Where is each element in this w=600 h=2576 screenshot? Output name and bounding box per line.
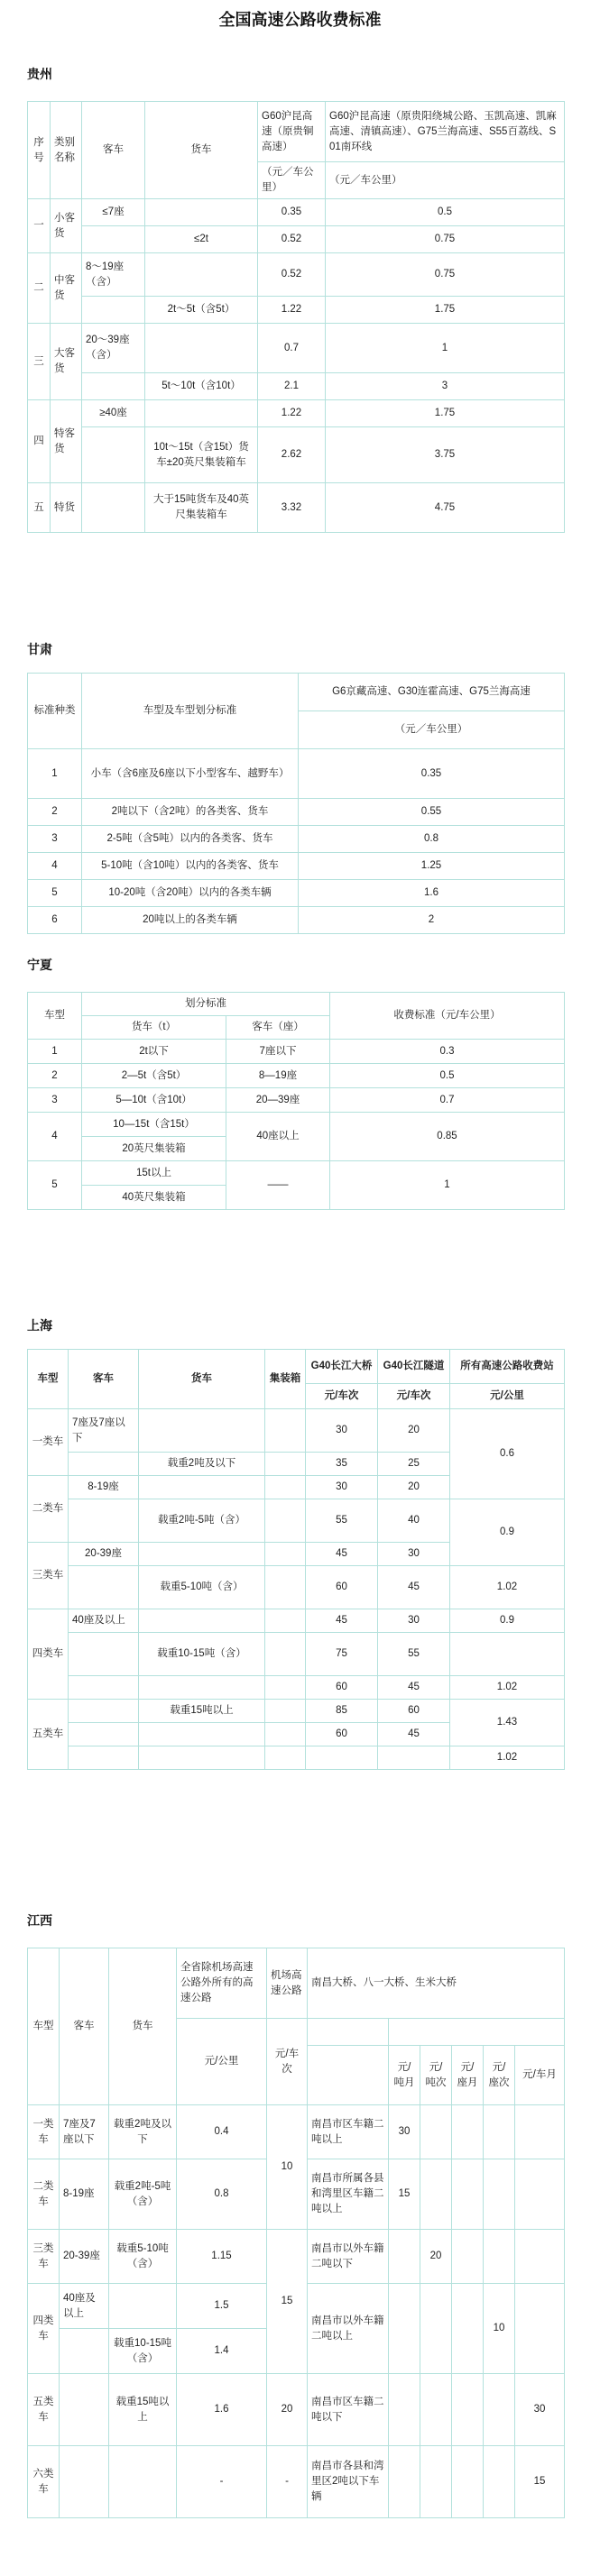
shanghai-highway: 1.43 bbox=[450, 1700, 565, 1746]
ningxia-header-rate: 收费标准（元/车公里） bbox=[330, 993, 565, 1040]
guizhou-group: 二 bbox=[28, 253, 51, 324]
gansu-rate: 0.8 bbox=[299, 826, 565, 853]
jiangxi-bridge-val bbox=[420, 2105, 452, 2159]
gansu-no: 1 bbox=[28, 749, 82, 799]
guizhou-truck bbox=[145, 199, 258, 226]
shanghai-tunnel: 45 bbox=[378, 1723, 450, 1746]
shanghai-highway: 1.02 bbox=[450, 1566, 565, 1609]
jiangxi-truck bbox=[109, 2284, 177, 2329]
jiangxi-bridge-val bbox=[452, 2284, 484, 2374]
ningxia-bus: 7座以下 bbox=[226, 1040, 330, 1064]
jiangxi-bridge-val bbox=[389, 2284, 420, 2374]
shanghai-truck bbox=[139, 1543, 265, 1566]
shanghai-container bbox=[265, 1476, 306, 1499]
jiangxi-unit-sub: 元/座月 bbox=[452, 2046, 484, 2105]
shanghai-type: 二类车 bbox=[28, 1476, 69, 1543]
jiangxi-rate-km: 1.4 bbox=[177, 2329, 267, 2374]
jiangxi-bus: 8-19座 bbox=[60, 2159, 109, 2230]
province-title-guizhou: 贵州 bbox=[27, 67, 52, 81]
shanghai-type: 三类车 bbox=[28, 1543, 69, 1609]
shanghai-bridge: 30 bbox=[306, 1409, 378, 1453]
shanghai-highway: 0.6 bbox=[450, 1409, 565, 1499]
jiangxi-bridge-val bbox=[420, 2284, 452, 2374]
gansu-header-road: G6京藏高速、G30连霍高速、G75兰海高速 bbox=[299, 674, 565, 711]
guizhou-rate-1: 0.35 bbox=[258, 199, 326, 226]
jiangxi-bridge-val bbox=[420, 2159, 452, 2230]
jiangxi-bridge-desc: 南昌市以外车籍二吨以上 bbox=[308, 2284, 389, 2374]
shanghai-bridge: 60 bbox=[306, 1566, 378, 1609]
jiangxi-bridge-val bbox=[389, 2230, 420, 2284]
shanghai-highway bbox=[450, 1633, 565, 1676]
jiangxi-header-truck: 货车 bbox=[109, 1948, 177, 2105]
ningxia-type: 3 bbox=[28, 1088, 82, 1113]
jiangxi-bridge-val bbox=[484, 2446, 515, 2518]
jiangxi-rate-km: 0.8 bbox=[177, 2159, 267, 2230]
guizhou-header-category: 类别名称 bbox=[51, 102, 82, 199]
jiangxi-bridge-desc: 南昌市所属各县和湾里区车籍二吨以上 bbox=[308, 2159, 389, 2230]
province-title-jiangxi: 江西 bbox=[27, 1913, 52, 1928]
gansu-desc: 10-20吨（含20吨）以内的各类车辆 bbox=[82, 880, 299, 907]
shanghai-bridge: 45 bbox=[306, 1609, 378, 1633]
jiangxi-bus: 20-39座 bbox=[60, 2230, 109, 2284]
guizhou-rate-2: 1.75 bbox=[326, 297, 565, 324]
shanghai-bus: 7座及7座以下 bbox=[69, 1409, 139, 1453]
jiangxi-truck: 载重2吨-5吨（含） bbox=[109, 2159, 177, 2230]
shanghai-header-truck: 货车 bbox=[139, 1350, 265, 1409]
jiangxi-type: 六类车 bbox=[28, 2446, 60, 2518]
guizhou-rate-1: 1.22 bbox=[258, 297, 326, 324]
jiangxi-bus bbox=[60, 2446, 109, 2518]
guizhou-category: 特客货 bbox=[51, 400, 82, 483]
shanghai-tunnel: 40 bbox=[378, 1499, 450, 1543]
jiangxi-table bbox=[27, 1948, 565, 2518]
guizhou-bus: 8～19座（含） bbox=[82, 253, 145, 297]
gansu-rate: 1.25 bbox=[299, 853, 565, 880]
jiangxi-bridge-blank bbox=[389, 2019, 565, 2046]
guizhou-rate-1: 1.22 bbox=[258, 400, 326, 427]
shanghai-truck: 载重2吨及以下 bbox=[139, 1453, 265, 1476]
shanghai-header-highway: 所有高速公路收费站 bbox=[450, 1350, 565, 1384]
ningxia-header-std: 划分标准 bbox=[82, 993, 330, 1016]
gansu-no: 3 bbox=[28, 826, 82, 853]
shanghai-container bbox=[265, 1543, 306, 1566]
gansu-header-desc: 车型及车型划分标准 bbox=[82, 674, 299, 749]
guizhou-table bbox=[27, 101, 565, 533]
shanghai-tunnel: 20 bbox=[378, 1409, 450, 1453]
guizhou-bus: ≥40座 bbox=[82, 400, 145, 427]
jiangxi-rate-km: 1.15 bbox=[177, 2230, 267, 2284]
guizhou-header-bus: 客车 bbox=[82, 102, 145, 199]
shanghai-tunnel: 20 bbox=[378, 1476, 450, 1499]
shanghai-truck bbox=[139, 1723, 265, 1746]
ningxia-rate: 0.3 bbox=[330, 1040, 565, 1064]
shanghai-tunnel: 55 bbox=[378, 1633, 450, 1676]
jiangxi-bridge-val bbox=[484, 2159, 515, 2230]
shanghai-unit-tunnel: 元/车次 bbox=[378, 1384, 450, 1409]
gansu-rate: 0.35 bbox=[299, 749, 565, 799]
guizhou-rate-1: 3.32 bbox=[258, 483, 326, 533]
shanghai-highway: 1.02 bbox=[450, 1676, 565, 1700]
shanghai-unit-bridge: 元/车次 bbox=[306, 1384, 378, 1409]
jiangxi-type: 一类车 bbox=[28, 2105, 60, 2159]
ningxia-rate: 0.5 bbox=[330, 1064, 565, 1088]
gansu-no: 4 bbox=[28, 853, 82, 880]
jiangxi-bridge-desc: 南昌市以外车籍二吨以下 bbox=[308, 2230, 389, 2284]
shanghai-truck: 载重15吨以上 bbox=[139, 1700, 265, 1723]
ningxia-table bbox=[27, 992, 565, 1210]
shanghai-bridge: 60 bbox=[306, 1723, 378, 1746]
gansu-no: 6 bbox=[28, 907, 82, 934]
shanghai-truck bbox=[139, 1746, 265, 1770]
shanghai-truck bbox=[139, 1409, 265, 1453]
shanghai-tunnel: 45 bbox=[378, 1566, 450, 1609]
guizhou-bus bbox=[82, 226, 145, 253]
gansu-unit: （元／车公里） bbox=[299, 711, 565, 749]
guizhou-truck bbox=[145, 400, 258, 427]
shanghai-bus: 20-39座 bbox=[69, 1543, 139, 1566]
ningxia-bus: 40座以上 bbox=[226, 1113, 330, 1161]
shanghai-container bbox=[265, 1746, 306, 1770]
jiangxi-bridge-val bbox=[484, 2105, 515, 2159]
shanghai-bridge: 35 bbox=[306, 1453, 378, 1476]
guizhou-group: 四 bbox=[28, 400, 51, 483]
guizhou-truck: 10t～15t（含15t）货车±20英尺集装箱车 bbox=[145, 427, 258, 483]
ningxia-header-truck: 货车（t） bbox=[82, 1016, 226, 1040]
guizhou-rate-1: 0.7 bbox=[258, 324, 326, 373]
ningxia-truck: 15t以上 bbox=[82, 1161, 226, 1186]
jiangxi-bridge-seat-trip: 10 bbox=[484, 2284, 515, 2374]
shanghai-container bbox=[265, 1609, 306, 1633]
shanghai-truck bbox=[139, 1609, 265, 1633]
jiangxi-bus: 40座及以上 bbox=[60, 2284, 109, 2329]
shanghai-bus bbox=[69, 1676, 139, 1700]
ningxia-type: 5 bbox=[28, 1161, 82, 1210]
jiangxi-airport: 15 bbox=[267, 2230, 308, 2374]
shanghai-tunnel: 45 bbox=[378, 1676, 450, 1700]
shanghai-bus bbox=[69, 1746, 139, 1770]
guizhou-unit-1: （元／车公里） bbox=[258, 162, 326, 199]
shanghai-bridge: 60 bbox=[306, 1676, 378, 1700]
shanghai-bridge bbox=[306, 1746, 378, 1770]
ningxia-header-bus: 客车（座） bbox=[226, 1016, 330, 1040]
jiangxi-header-airport: 机场高速公路 bbox=[267, 1948, 308, 2019]
guizhou-group: 三 bbox=[28, 324, 51, 400]
jiangxi-header-bus: 客车 bbox=[60, 1948, 109, 2105]
gansu-desc: 小车（含6座及6座以下小型客车、越野车） bbox=[82, 749, 299, 799]
ningxia-bus: —— bbox=[226, 1161, 330, 1210]
jiangxi-unit-sub: 元/车月 bbox=[515, 2046, 565, 2105]
jiangxi-header-bridges: 南昌大桥、八一大桥、生米大桥 bbox=[308, 1948, 565, 2019]
ningxia-rate: 0.85 bbox=[330, 1113, 565, 1161]
guizhou-rate-1: 2.62 bbox=[258, 427, 326, 483]
page-title: 全国高速公路收费标准 bbox=[218, 11, 382, 29]
gansu-desc: 2吨以下（含2吨）的各类客、货车 bbox=[82, 799, 299, 826]
shanghai-container bbox=[265, 1676, 306, 1700]
gansu-desc: 5-10吨（含10吨）以内的各类客、货车 bbox=[82, 853, 299, 880]
guizhou-group: 一 bbox=[28, 199, 51, 253]
shanghai-truck bbox=[139, 1476, 265, 1499]
guizhou-header-no: 序号 bbox=[28, 102, 51, 199]
guizhou-rate-2: 4.75 bbox=[326, 483, 565, 533]
ningxia-truck: 5—10t（含10t） bbox=[82, 1088, 226, 1113]
jiangxi-bridge-val bbox=[389, 2446, 420, 2518]
gansu-table bbox=[27, 673, 565, 934]
jiangxi-bridge-desc: 南昌市区车籍二吨以上 bbox=[308, 2105, 389, 2159]
jiangxi-airport: 20 bbox=[267, 2374, 308, 2446]
jiangxi-bridge-blank bbox=[308, 2046, 389, 2105]
guizhou-rate-1: 0.52 bbox=[258, 253, 326, 297]
gansu-no: 5 bbox=[28, 880, 82, 907]
guizhou-header-truck: 货车 bbox=[145, 102, 258, 199]
shanghai-table bbox=[27, 1349, 565, 1770]
guizhou-truck: ≤2t bbox=[145, 226, 258, 253]
ningxia-type: 2 bbox=[28, 1064, 82, 1088]
guizhou-bus: 20～39座（含） bbox=[82, 324, 145, 373]
gansu-rate: 1.6 bbox=[299, 880, 565, 907]
jiangxi-bus: 7座及7座以下 bbox=[60, 2105, 109, 2159]
jiangxi-bridge-val bbox=[452, 2446, 484, 2518]
jiangxi-bridge-desc: 南昌市区车籍二吨以下 bbox=[308, 2374, 389, 2446]
shanghai-truck bbox=[139, 1676, 265, 1700]
shanghai-unit-highway: 元/公里 bbox=[450, 1384, 565, 1409]
shanghai-header-type: 车型 bbox=[28, 1350, 69, 1409]
jiangxi-truck: 载重15吨以上 bbox=[109, 2374, 177, 2446]
shanghai-header-tunnel: G40长江隧道 bbox=[378, 1350, 450, 1384]
jiangxi-bridge-val bbox=[452, 2105, 484, 2159]
jiangxi-bridge-val bbox=[484, 2374, 515, 2446]
jiangxi-unit-km: 元/公里 bbox=[177, 2019, 267, 2105]
gansu-header-type: 标准种类 bbox=[28, 674, 82, 749]
shanghai-highway: 1.02 bbox=[450, 1746, 565, 1770]
shanghai-header-bus: 客车 bbox=[69, 1350, 139, 1409]
shanghai-bridge: 85 bbox=[306, 1700, 378, 1723]
jiangxi-bridge-val bbox=[420, 2374, 452, 2446]
shanghai-highway: 0.9 bbox=[450, 1499, 565, 1566]
jiangxi-rate-km: - bbox=[177, 2446, 267, 2518]
guizhou-rate-2: 1.75 bbox=[326, 400, 565, 427]
guizhou-bus bbox=[82, 373, 145, 400]
ningxia-rate: 0.7 bbox=[330, 1088, 565, 1113]
shanghai-bridge: 75 bbox=[306, 1633, 378, 1676]
guizhou-header-g60-a: G60沪昆高速（原贵铜高速） bbox=[258, 102, 326, 162]
guizhou-rate-1: 2.1 bbox=[258, 373, 326, 400]
guizhou-bus bbox=[82, 483, 145, 533]
guizhou-rate-2: 0.75 bbox=[326, 253, 565, 297]
ningxia-truck: 10—15t（含15t） bbox=[82, 1113, 226, 1137]
jiangxi-bridge-val bbox=[452, 2230, 484, 2284]
shanghai-bus: 8-19座 bbox=[69, 1476, 139, 1499]
shanghai-bus bbox=[69, 1453, 139, 1476]
guizhou-rate-2: 1 bbox=[326, 324, 565, 373]
guizhou-bus bbox=[82, 297, 145, 324]
jiangxi-truck bbox=[109, 2446, 177, 2518]
guizhou-group: 五 bbox=[28, 483, 51, 533]
guizhou-truck bbox=[145, 253, 258, 297]
province-title-ningxia: 宁夏 bbox=[27, 958, 52, 972]
jiangxi-rate-km: 1.5 bbox=[177, 2284, 267, 2329]
shanghai-type: 四类车 bbox=[28, 1609, 69, 1700]
ningxia-bus: 20—39座 bbox=[226, 1088, 330, 1113]
guizhou-rate-2: 0.75 bbox=[326, 226, 565, 253]
guizhou-bus: ≤7座 bbox=[82, 199, 145, 226]
guizhou-rate-2: 3 bbox=[326, 373, 565, 400]
shanghai-tunnel: 30 bbox=[378, 1609, 450, 1633]
province-title-shanghai: 上海 bbox=[27, 1318, 52, 1333]
gansu-rate: 0.55 bbox=[299, 799, 565, 826]
jiangxi-bus bbox=[60, 2329, 109, 2374]
guizhou-category: 大客货 bbox=[51, 324, 82, 400]
jiangxi-bridge-desc: 南昌市各县和湾里区2吨以下车辆 bbox=[308, 2446, 389, 2518]
ningxia-type: 1 bbox=[28, 1040, 82, 1064]
gansu-desc: 20吨以上的各类车辆 bbox=[82, 907, 299, 934]
jiangxi-airport: 10 bbox=[267, 2105, 308, 2230]
shanghai-type: 五类车 bbox=[28, 1700, 69, 1770]
shanghai-bridge: 30 bbox=[306, 1476, 378, 1499]
shanghai-bus bbox=[69, 1633, 139, 1676]
shanghai-bus bbox=[69, 1723, 139, 1746]
ningxia-truck: 2—5t（含5t） bbox=[82, 1064, 226, 1088]
shanghai-bus bbox=[69, 1700, 139, 1723]
gansu-no: 2 bbox=[28, 799, 82, 826]
shanghai-container bbox=[265, 1566, 306, 1609]
jiangxi-unit-trip: 元/车次 bbox=[267, 2019, 308, 2105]
guizhou-truck: 2t～5t（含5t） bbox=[145, 297, 258, 324]
jiangxi-bridge-val bbox=[389, 2374, 420, 2446]
shanghai-truck: 载重5-10吨（含） bbox=[139, 1566, 265, 1609]
jiangxi-bridge-val bbox=[515, 2284, 565, 2374]
shanghai-bus: 40座及以上 bbox=[69, 1609, 139, 1633]
shanghai-tunnel: 25 bbox=[378, 1453, 450, 1476]
jiangxi-truck: 载重10-15吨（含） bbox=[109, 2329, 177, 2374]
ningxia-rate: 1 bbox=[330, 1161, 565, 1210]
shanghai-tunnel bbox=[378, 1746, 450, 1770]
guizhou-truck: 5t～10t（含10t） bbox=[145, 373, 258, 400]
shanghai-bridge: 55 bbox=[306, 1499, 378, 1543]
shanghai-truck: 载重10-15吨（含） bbox=[139, 1633, 265, 1676]
gansu-rate: 2 bbox=[299, 907, 565, 934]
guizhou-truck bbox=[145, 324, 258, 373]
guizhou-truck: 大于15吨货车及40英尺集装箱车 bbox=[145, 483, 258, 533]
shanghai-type: 一类车 bbox=[28, 1409, 69, 1476]
jiangxi-bridge-ton-trip: 20 bbox=[420, 2230, 452, 2284]
jiangxi-bridge-val bbox=[515, 2159, 565, 2230]
shanghai-header-container: 集装箱 bbox=[265, 1350, 306, 1409]
jiangxi-rate-km: 1.6 bbox=[177, 2374, 267, 2446]
guizhou-rate-1: 0.52 bbox=[258, 226, 326, 253]
jiangxi-bridge-vehicle-month: 30 bbox=[515, 2374, 565, 2446]
jiangxi-bridge-vehicle-month: 15 bbox=[515, 2446, 565, 2518]
shanghai-bus bbox=[69, 1566, 139, 1609]
jiangxi-rate-km: 0.4 bbox=[177, 2105, 267, 2159]
ningxia-truck: 2t以下 bbox=[82, 1040, 226, 1064]
ningxia-truck: 40英尺集装箱 bbox=[82, 1186, 226, 1210]
shanghai-header-bridge: G40长江大桥 bbox=[306, 1350, 378, 1384]
shanghai-bus bbox=[69, 1499, 139, 1543]
shanghai-container bbox=[265, 1499, 306, 1543]
jiangxi-bridge-val bbox=[452, 2159, 484, 2230]
guizhou-header-g60-b: G60沪昆高速（原贵阳绕城公路、玉凯高速、凯麻高速、清镇高速）、G75兰海高速、S55百荔线、S01南环线 bbox=[326, 102, 565, 162]
jiangxi-type: 二类车 bbox=[28, 2159, 60, 2230]
ningxia-header-type: 车型 bbox=[28, 993, 82, 1040]
jiangxi-header-highway: 全省除机场高速公路外所有的高速公路 bbox=[177, 1948, 267, 2019]
jiangxi-bridge-val bbox=[452, 2374, 484, 2446]
jiangxi-type: 四类车 bbox=[28, 2284, 60, 2374]
ningxia-type: 4 bbox=[28, 1113, 82, 1161]
guizhou-unit-2: （元／车公里） bbox=[326, 162, 565, 199]
gansu-desc: 2-5吨（含5吨）以内的各类客、货车 bbox=[82, 826, 299, 853]
shanghai-container bbox=[265, 1723, 306, 1746]
shanghai-container bbox=[265, 1633, 306, 1676]
jiangxi-bridge-blank bbox=[308, 2019, 389, 2046]
jiangxi-type: 五类车 bbox=[28, 2374, 60, 2446]
guizhou-category: 中客货 bbox=[51, 253, 82, 324]
jiangxi-bridge-val bbox=[515, 2230, 565, 2284]
shanghai-tunnel: 60 bbox=[378, 1700, 450, 1723]
jiangxi-bridge-ton-month: 30 bbox=[389, 2105, 420, 2159]
shanghai-tunnel: 30 bbox=[378, 1543, 450, 1566]
shanghai-container bbox=[265, 1700, 306, 1723]
shanghai-bridge: 45 bbox=[306, 1543, 378, 1566]
jiangxi-unit-sub: 元/吨月 bbox=[389, 2046, 420, 2105]
jiangxi-unit-sub: 元/吨次 bbox=[420, 2046, 452, 2105]
guizhou-rate-2: 3.75 bbox=[326, 427, 565, 483]
jiangxi-bridge-ton-month: 15 bbox=[389, 2159, 420, 2230]
jiangxi-truck: 载重2吨及以下 bbox=[109, 2105, 177, 2159]
jiangxi-bus bbox=[60, 2374, 109, 2446]
guizhou-category: 小客货 bbox=[51, 199, 82, 253]
shanghai-highway: 0.9 bbox=[450, 1609, 565, 1633]
jiangxi-type: 三类车 bbox=[28, 2230, 60, 2284]
guizhou-rate-2: 0.5 bbox=[326, 199, 565, 226]
jiangxi-unit-sub: 元/座次 bbox=[484, 2046, 515, 2105]
shanghai-container bbox=[265, 1453, 306, 1476]
shanghai-container bbox=[265, 1409, 306, 1453]
jiangxi-header-type: 车型 bbox=[28, 1948, 60, 2105]
guizhou-category: 特货 bbox=[51, 483, 82, 533]
province-title-gansu: 甘肃 bbox=[27, 642, 52, 656]
ningxia-bus: 8—19座 bbox=[226, 1064, 330, 1088]
jiangxi-airport: - bbox=[267, 2446, 308, 2518]
jiangxi-bridge-val bbox=[484, 2230, 515, 2284]
jiangxi-bridge-val bbox=[420, 2446, 452, 2518]
guizhou-bus bbox=[82, 427, 145, 483]
jiangxi-bridge-val bbox=[515, 2105, 565, 2159]
ningxia-truck: 20英尺集装箱 bbox=[82, 1137, 226, 1161]
jiangxi-truck: 载重5-10吨（含） bbox=[109, 2230, 177, 2284]
shanghai-truck: 载重2吨-5吨（含） bbox=[139, 1499, 265, 1543]
